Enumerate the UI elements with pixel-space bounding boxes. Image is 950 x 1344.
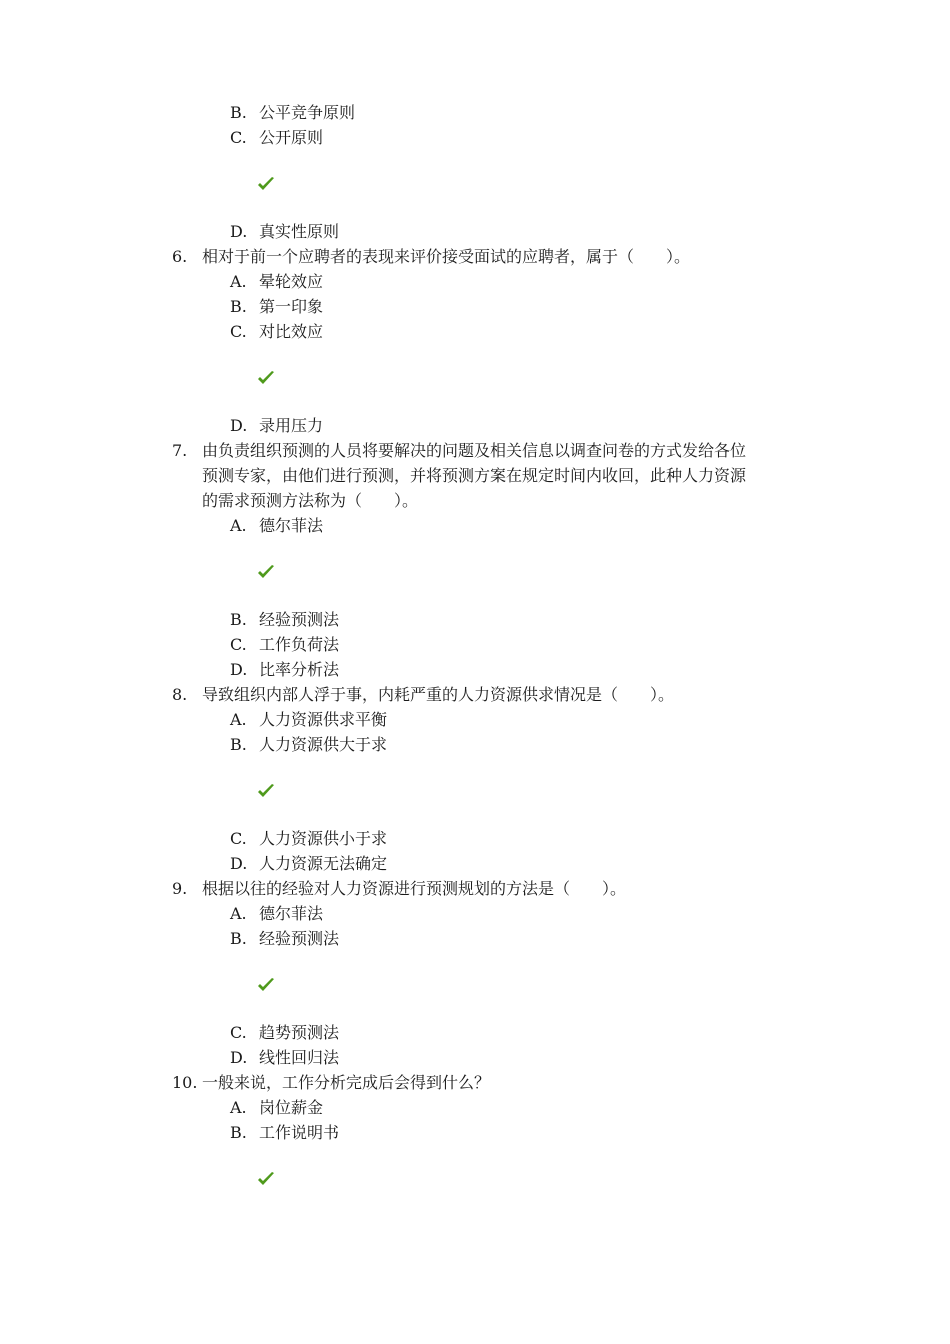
option-letter: A. <box>230 516 247 535</box>
option-letter: D. <box>230 660 248 679</box>
option-text: 人力资源无法确定 <box>259 854 388 873</box>
option-text: 经验预测法 <box>259 929 340 948</box>
question-text: 一般来说，工作分析完成后会得到什么？ <box>202 1073 491 1092</box>
option-text: 趋势预测法 <box>259 1023 340 1042</box>
option-text: 线性回归法 <box>259 1048 340 1067</box>
green-checkmark-icon <box>257 783 275 799</box>
option-text: 人力资源供小于求 <box>259 829 388 848</box>
option-letter: B. <box>230 103 247 122</box>
option-letter: D. <box>230 416 248 435</box>
question-number: 6. <box>172 247 188 266</box>
option-letter: C. <box>230 829 247 848</box>
question-text: 预测专家，由他们进行预测，并将预测方案在规定时间内收回，此种人力资源 <box>202 466 747 485</box>
option-letter: C. <box>230 322 247 341</box>
option-text: 德尔菲法 <box>259 904 324 923</box>
option-letter: C. <box>230 635 247 654</box>
option-letter: B. <box>230 1123 247 1142</box>
option-letter: B. <box>230 929 247 948</box>
option-letter: A. <box>230 1098 247 1117</box>
question-text: 由负责组织预测的人员将要解决的问题及相关信息以调查问卷的方式发给各位 <box>202 441 747 460</box>
option-text: 德尔菲法 <box>259 516 324 535</box>
option-letter: A. <box>230 272 247 291</box>
option-text: 公开原则 <box>259 128 324 147</box>
option-text: 真实性原则 <box>259 222 340 241</box>
option-letter: D. <box>230 1048 248 1067</box>
option-text: 工作说明书 <box>259 1123 340 1142</box>
option-text: 晕轮效应 <box>259 272 324 291</box>
option-letter: A. <box>230 710 247 729</box>
option-letter: A. <box>230 904 247 923</box>
option-text: 公平竞争原则 <box>259 103 356 122</box>
green-checkmark-icon <box>257 977 275 993</box>
option-text: 工作负荷法 <box>259 635 340 654</box>
green-checkmark-icon <box>257 1171 275 1187</box>
question-number: 9. <box>172 879 188 898</box>
option-letter: D. <box>230 222 248 241</box>
green-checkmark-icon <box>257 176 275 192</box>
option-text: 第一印象 <box>259 297 324 316</box>
option-text: 比率分析法 <box>259 660 340 679</box>
option-text: 录用压力 <box>259 416 324 435</box>
option-letter: B. <box>230 610 247 629</box>
option-letter: B. <box>230 735 247 754</box>
green-checkmark-icon <box>257 370 275 386</box>
option-text: 人力资源供求平衡 <box>259 710 388 729</box>
question-text: 根据以往的经验对人力资源进行预测规划的方法是（ ）。 <box>202 879 627 898</box>
option-text: 对比效应 <box>259 322 324 341</box>
option-letter: B. <box>230 297 247 316</box>
green-checkmark-icon <box>257 564 275 580</box>
question-text: 的需求预测方法称为（ ）。 <box>202 491 419 510</box>
option-text: 岗位薪金 <box>259 1098 324 1117</box>
option-text: 人力资源供大于求 <box>259 735 388 754</box>
option-letter: C. <box>230 1023 247 1042</box>
question-text: 导致组织内部人浮于事，内耗严重的人力资源供求情况是（ ）。 <box>202 685 675 704</box>
option-letter: C. <box>230 128 247 147</box>
question-number: 8. <box>172 685 188 704</box>
option-text: 经验预测法 <box>259 610 340 629</box>
question-number: 10. <box>172 1073 198 1092</box>
question-text: 相对于前一个应聘者的表现来评价接受面试的应聘者，属于（ ）。 <box>202 247 691 266</box>
option-letter: D. <box>230 854 248 873</box>
question-number: 7. <box>172 441 188 460</box>
